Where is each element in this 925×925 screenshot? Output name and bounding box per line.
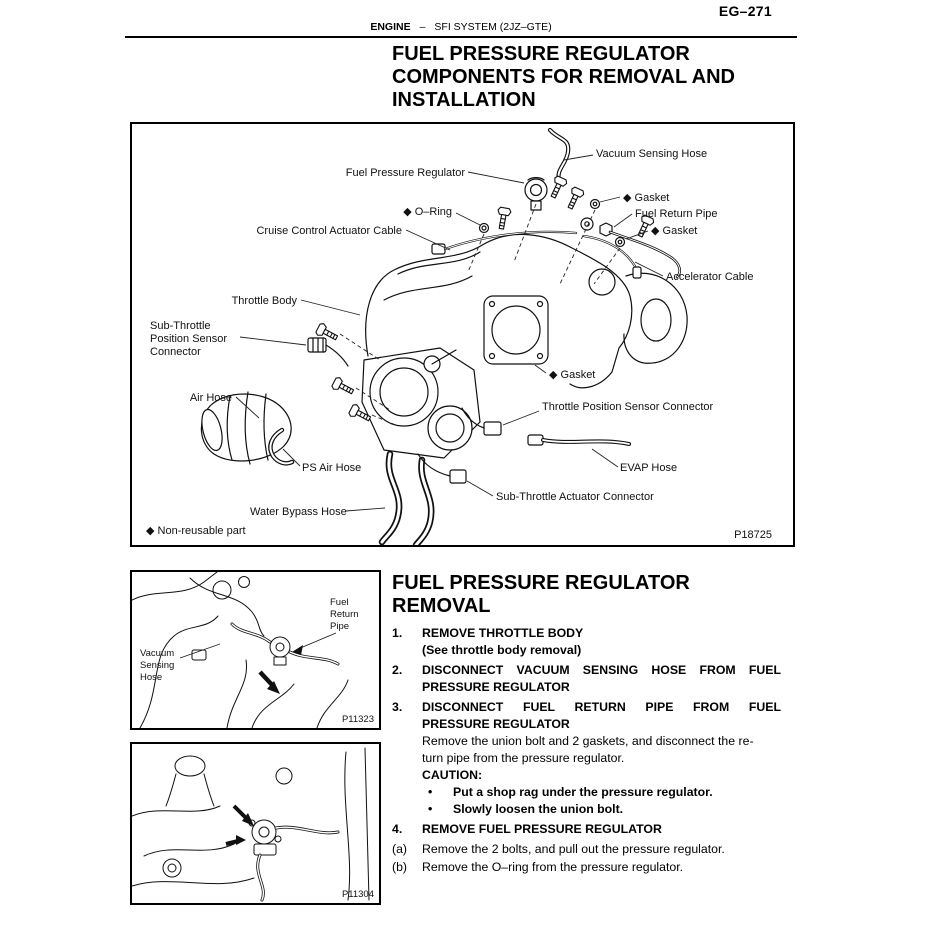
page-number: EG–271 (718, 3, 772, 19)
label-accelerator-cable: Accelerator Cable (666, 271, 754, 283)
figure-labels (140, 597, 374, 725)
label-water-bypass-hose: Water Bypass Hose (250, 506, 347, 518)
label-sub-throttle-line3: Connector (150, 346, 201, 358)
label-sub-throttle-actuator-connector: Sub-Throttle Actuator Connector (496, 491, 654, 503)
components-title-line1: FUEL PRESSURE REGULATOR (392, 43, 690, 65)
header-section: ENGINE (370, 21, 411, 33)
label-vacuum-sensing-hose-line3: Hose (140, 672, 163, 683)
step-4b-number: (b) (392, 860, 408, 874)
label-vacuum-sensing-hose: Vacuum Sensing Hose (596, 148, 708, 160)
caution-bullet-2-text: Slowly loosen the union bolt. (453, 802, 624, 816)
label-vacuum-sensing-hose-line1: Vacuum (140, 648, 175, 659)
figure-labels (342, 889, 374, 900)
label-air-hose: Air Hose (189, 392, 232, 404)
step-4-heading: REMOVE FUEL PRESSURE REGULATOR (422, 822, 662, 836)
running-header (125, 21, 797, 33)
step-1-subheading: (See throttle body removal) (422, 643, 582, 657)
figure-legend: ◆ Non-reusable part (146, 525, 246, 537)
engine-line-art (198, 130, 687, 545)
figure-id: P11304 (341, 889, 374, 900)
label-o-ring: ◆ O–Ring (403, 206, 452, 218)
figure-id: P11323 (341, 714, 374, 725)
components-diagram (132, 124, 793, 545)
header-separator: – (419, 21, 426, 33)
step-3-heading-line2: PRESSURE REGULATOR (422, 717, 570, 731)
step-2-heading-line2: PRESSURE REGULATOR (422, 680, 570, 694)
label-fuel-return-pipe-line1: Fuel (330, 597, 349, 608)
label-throttle-body: Throttle Body (231, 295, 297, 307)
caution-label: CAUTION: (422, 768, 483, 782)
removal-title (392, 572, 781, 618)
removal-section (392, 572, 781, 877)
step-4a (392, 841, 781, 858)
step-2-number: 2. (392, 663, 403, 677)
step-4a-text: Remove the 2 bolts, and pull out the pressure regulator. (422, 842, 725, 856)
step-1-heading: REMOVE THROTTLE BODY (422, 626, 584, 640)
step-1-number: 1. (392, 626, 403, 640)
removal-title-line2: REMOVAL (392, 595, 491, 617)
label-fuel-return-pipe: Fuel Return Pipe (635, 208, 718, 220)
figure-id: P18725 (734, 529, 772, 541)
label-gasket-mid: ◆ Gasket (651, 225, 698, 237)
step-1 (392, 625, 781, 659)
label-sub-throttle-line1: Sub-Throttle (150, 320, 211, 332)
caution-bullet-1 (422, 784, 781, 801)
step-4 (392, 821, 781, 838)
step-3-body-line1: Remove the union bolt and 2 gaskets, and disconnect the re- (422, 734, 754, 748)
caution-bullet-2 (422, 801, 781, 818)
removal-title-line1: FUEL PRESSURE REGULATOR (392, 572, 690, 594)
label-ps-air-hose: PS Air Hose (302, 462, 362, 474)
figure-removal-hoses (130, 570, 381, 730)
step-4a-number: (a) (392, 842, 408, 856)
figure-regulator-bolts (130, 742, 381, 905)
header-rule (125, 36, 797, 38)
step-3-heading-line1: DISCONNECT FUEL RETURN PIPE FROM FUEL (422, 700, 781, 714)
label-cruise-control-actuator-cable: Cruise Control Actuator Cable (256, 225, 402, 237)
step-4b (392, 859, 781, 876)
removal-diagram-2 (132, 744, 379, 903)
step-3-number: 3. (392, 700, 403, 714)
removal-diagram-1 (132, 572, 379, 728)
label-vacuum-sensing-hose-line2: Sensing (140, 660, 175, 671)
components-figure (130, 122, 795, 547)
components-title-line2: COMPONENTS FOR REMOVAL AND (392, 66, 735, 88)
label-fuel-pressure-regulator: Fuel Pressure Regulator (345, 167, 465, 179)
label-throttle-position-sensor-connector: Throttle Position Sensor Connector (542, 401, 714, 413)
label-fuel-return-pipe-line2: Return (330, 609, 359, 620)
components-title-line3: INSTALLATION (392, 89, 536, 111)
components-title (392, 43, 735, 112)
label-fuel-return-pipe-line3: Pipe (330, 621, 350, 632)
header-system: SFI SYSTEM (2JZ–GTE) (434, 21, 552, 33)
label-gasket-lower: ◆ Gasket (549, 369, 596, 381)
label-gasket-top: ◆ Gasket (623, 192, 670, 204)
step-2-heading-line1: DISCONNECT VACUUM SENSING HOSE FROM FUEL (422, 663, 781, 677)
label-evap-hose: EVAP Hose (620, 462, 678, 474)
step-4b-text: Remove the O–ring from the pressure regulator. (422, 860, 684, 874)
step-3 (392, 699, 781, 818)
step-3-body-line2: turn pipe from the pressure regulator. (422, 751, 625, 765)
bullet-marker: • (428, 785, 433, 799)
step-4-number: 4. (392, 822, 403, 836)
step-2 (392, 662, 781, 696)
bullet-marker: • (428, 802, 433, 816)
label-sub-throttle-line2: Position Sensor (150, 333, 228, 345)
caution-bullet-1-text: Put a shop rag under the pressure regulator. (453, 785, 713, 799)
